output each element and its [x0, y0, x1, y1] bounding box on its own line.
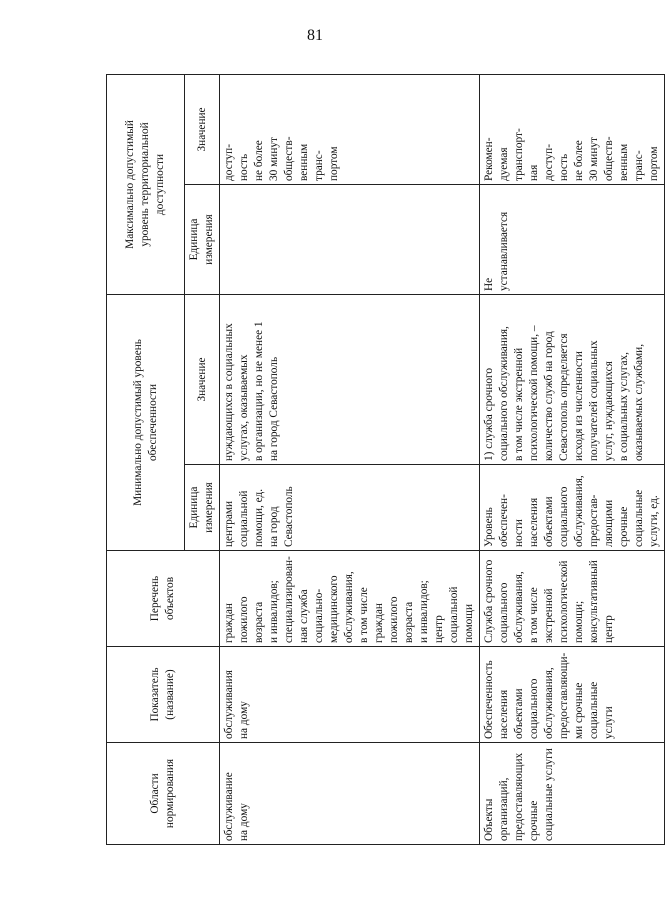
cell-area: обслуживание на дому — [220, 743, 480, 845]
header-min-group: Минимально допустимый уровень обеспеченности — [107, 294, 185, 550]
page-number: 81 — [307, 27, 323, 44]
cell-indicator: обслуживания на дому — [220, 647, 480, 743]
header-objects: Перечень объектов — [107, 551, 220, 647]
cell-max-value: доступ- ность не более 30 минут обществ- венным транс- портом — [220, 74, 480, 184]
cell-max-unit — [220, 184, 480, 294]
header-row-1 — [107, 74, 185, 844]
header-min-unit: Единица измерения — [185, 465, 220, 551]
cell-indicator: Обеспеченность населения объектами социального обслуживания, предоставляющи- ми срочные социальные услуги — [480, 647, 665, 743]
header-max-group: Максимально допустимый уровень территориальной доступности — [107, 74, 185, 294]
cell-min-value: 1) служба срочного социального обслуживания, в том числе экстренной психологической помощи, – количество служб на город Севастополь определяется исходя из численности получателей социальных услуг, нуждающихся в социальных услугах, оказываемых службами, — [480, 294, 665, 464]
cell-min-unit: Уровень обеспечен- ности населения объектами социального обслуживания, предостав- ляющими срочные социальные услуги, ед. — [480, 465, 665, 551]
header-area: Области нормирования — [107, 743, 220, 845]
rotated-table-wrapper — [106, 75, 660, 845]
cell-objects: Служба срочного социального обслуживания, в том числе экстренной психологической помощи; консультативный центр — [480, 551, 665, 647]
header-indicator: Показатель (название) — [107, 647, 220, 743]
table-row — [220, 74, 480, 844]
header-max-unit: Единица измерения — [185, 184, 220, 294]
norms-table — [106, 74, 665, 845]
table-row — [480, 74, 665, 844]
header-min-value: Значение — [185, 294, 220, 464]
cell-area: Объекты организаций, предоставляющих срочные социальные услуги — [480, 743, 665, 845]
cell-min-value: нуждающихся в социальных услугах, оказываемых в организации, но не менее 1 на город Севастополь — [220, 294, 480, 464]
header-max-value: Значение — [185, 74, 220, 184]
cell-max-value: Рекомен- дуемая транспорт- ная доступ- ность не более 30 минут обществ- венным транс- портом — [480, 74, 665, 184]
cell-objects: граждан пожилого возраста и инвалидов; специализирован- ная служба социально- медицинского обслуживания, в том числе граждан пожилого возраста и инвалидов; центр социальной помощи — [220, 551, 480, 647]
cell-max-unit: Не устанавливается — [480, 184, 665, 294]
cell-min-unit: центрами социальной помощи, ед. на город Севастополь — [220, 465, 480, 551]
